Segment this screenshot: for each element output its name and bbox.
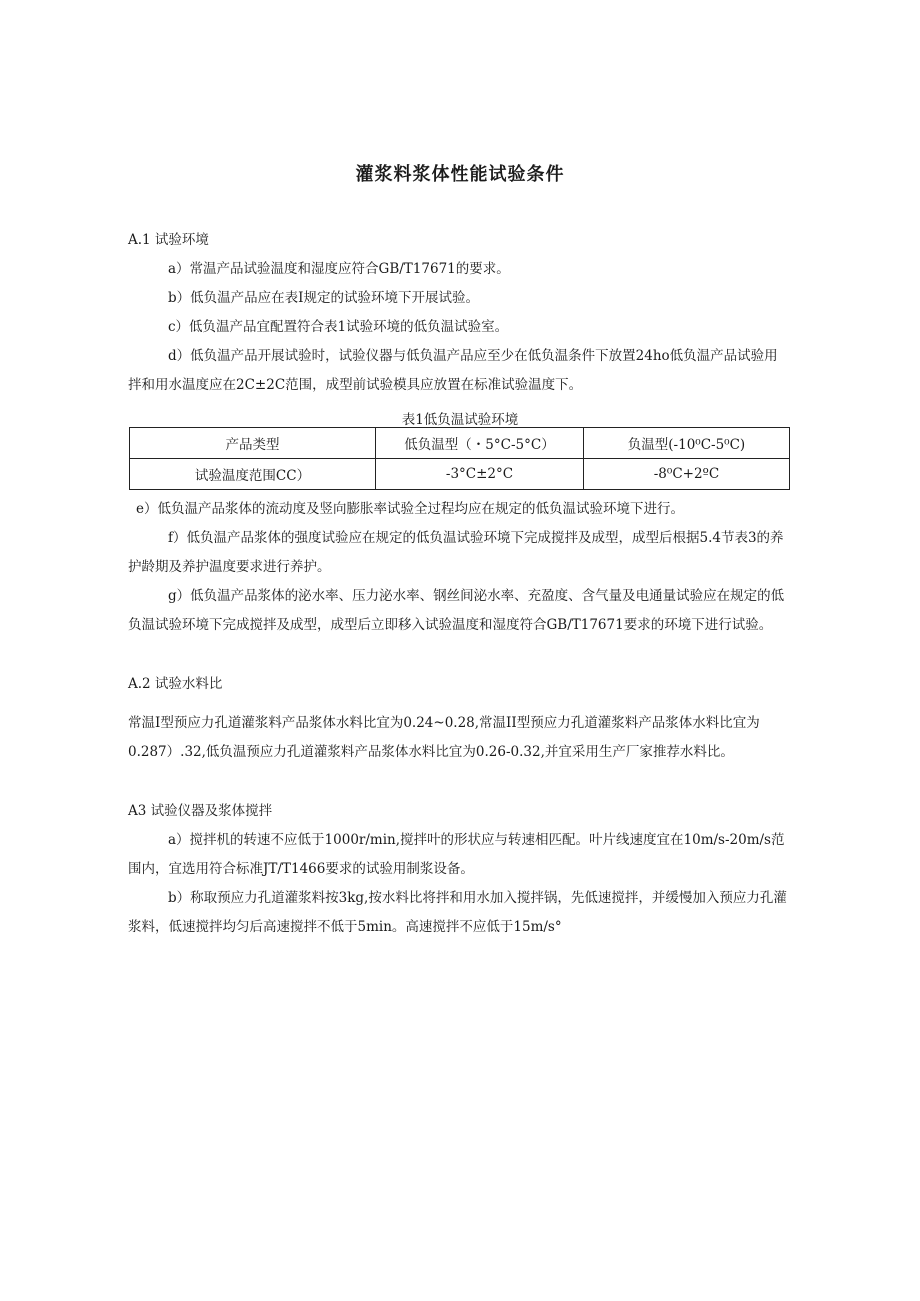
table-header-row	[130, 428, 790, 459]
table-row	[130, 459, 790, 490]
item-a1-b: b）低负温产品应在表I规定的试验环境下开展试验。	[168, 290, 479, 306]
table-header-cell: 产品类型	[130, 428, 376, 459]
item-a1-c: c）低负温产品宜配置符合表1试验环境的低负温试验室。	[168, 319, 509, 335]
item-a1-f: f）低负温产品浆体的强度试验应在规定的低负温试验环境下完成搅拌及成型，成型后根据5.4节表3的养护龄期及养护温度要求进行养护。	[128, 530, 784, 575]
section-a1-heading: A.1 试验环境	[128, 232, 209, 248]
table-header-cell: 低负温型（・5°C-5°C）	[376, 428, 584, 459]
section-a2-heading: A.2 试验水料比	[128, 676, 223, 692]
table-caption: 表1低负温试验环境	[401, 412, 519, 428]
item-a3-b: b）称取预应力孔道灌浆料按3kg,按水料比将拌和用水加入搅拌锅，先低速搅拌，并缓慢加入预应力孔灌浆料，低速搅拌均匀后高速搅拌不低于5min。高速搅拌不应低于15m/s°	[128, 890, 787, 935]
item-a1-a: a）常温产品试验温度和湿度应符合GB/T17671的要求。	[168, 261, 510, 277]
section-a2-body: 常温I型预应力孔道灌浆料产品浆体水料比宜为0.24~0.28,常温II型预应力孔道灌浆料产品浆体水料比宜为0.287）.32,低负温预应力孔道灌浆料产品浆体水料比宜为0.26-0.32,并宜采用生产厂家推荐水料比。	[128, 715, 760, 760]
table-cell: -8⁰C+2ºC	[584, 459, 790, 490]
table-header-cell: 负温型(-10⁰C-5⁰C)	[584, 428, 790, 459]
item-a3-a: a）搅拌机的转速不应低于1000r/min,搅拌叶的形状应与转速相匹配。叶片线速度宜在10m/s-20m/s范围内，宜选用符合标准JT/T1466要求的试验用制浆设备。	[128, 832, 785, 877]
document-title: 灌浆料浆体性能试验条件	[355, 164, 565, 185]
test-environment-table	[129, 427, 790, 490]
section-a3-heading: A3 试验仪器及浆体搅拌	[128, 803, 273, 819]
item-a1-e: e）低负温产品浆体的流动度及竖向膨胀率试验全过程均应在规定的低负温试验环境下进行。	[136, 501, 684, 517]
table-cell: 试验温度范围CC）	[130, 459, 376, 490]
item-a1-g: g）低负温产品浆体的泌水率、压力泌水率、钢丝间泌水率、充盈度、含气量及电通量试验应在规定的低负温试验环境下完成搅拌及成型，成型后立即移入试验温度和湿度符合GB/T17671要求的环境下进行试验。	[128, 588, 785, 633]
table-cell: -3°C±2°C	[376, 459, 584, 490]
item-a1-d: d）低负温产品开展试验时，试验仪器与低负温产品应至少在低负温条件下放置24ho低负温产品试验用拌和用水温度应在2C±2C范围，成型前试验模具应放置在标准试验温度下。	[128, 348, 778, 393]
